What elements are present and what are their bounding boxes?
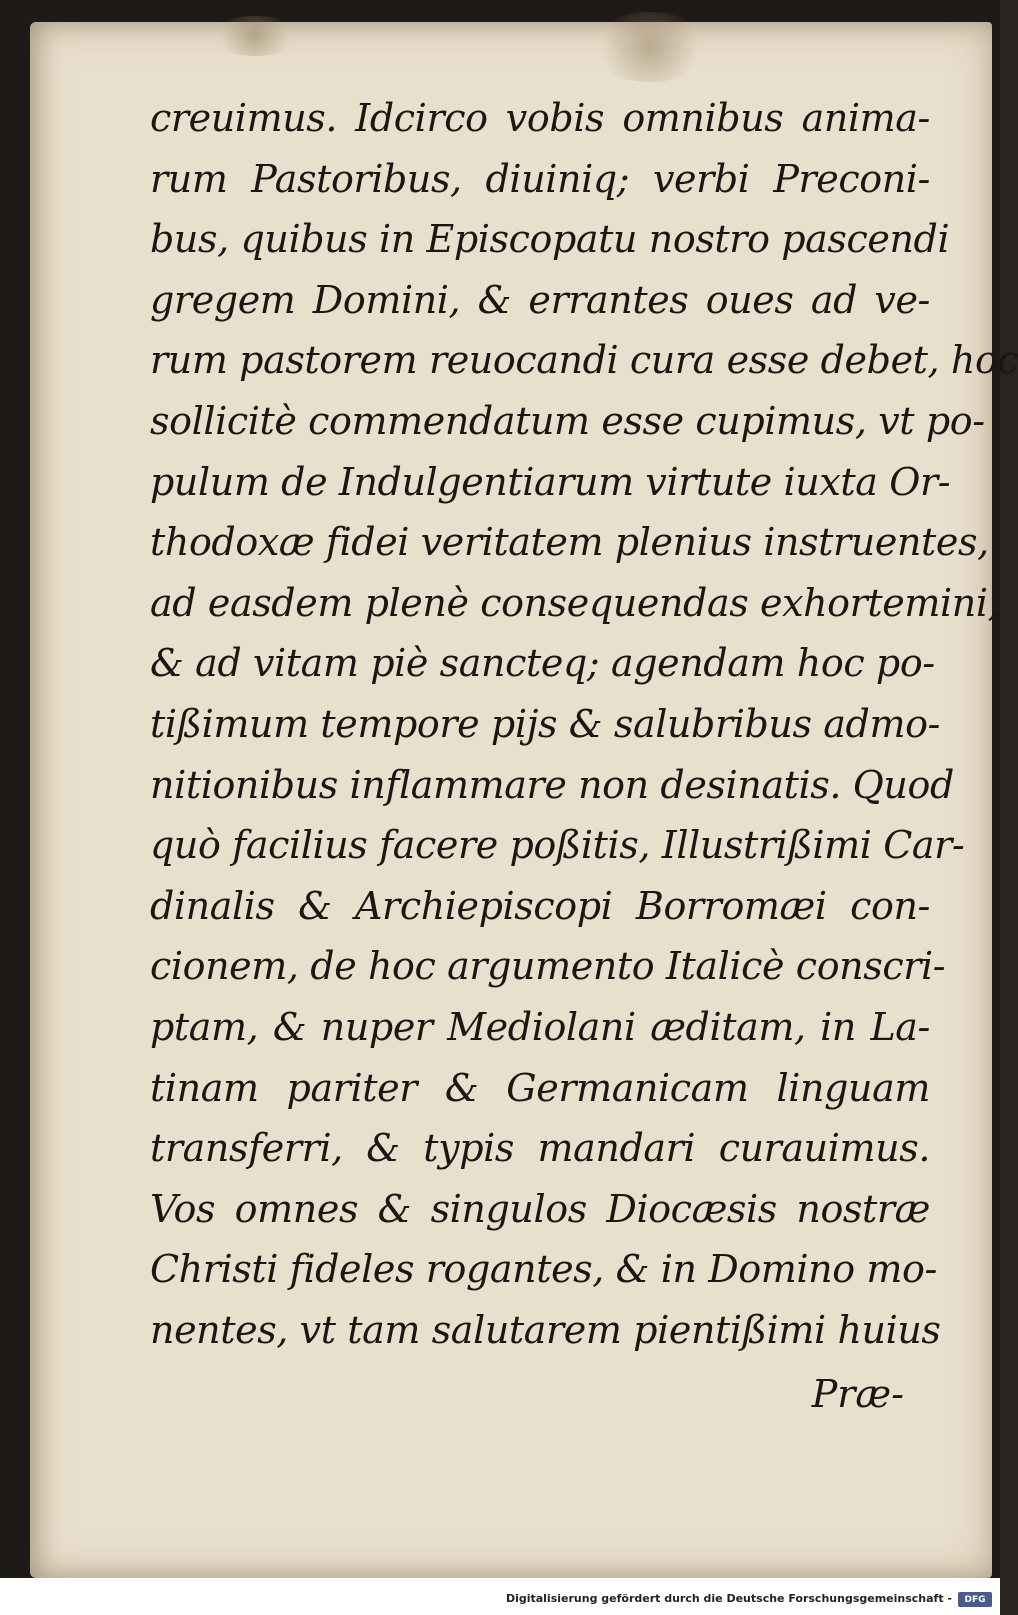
text-line: dinalis & Archiepiscopi Borromæi con- — [150, 883, 930, 928]
text-line: & ad vitam piè sancteq; agendam hoc po- — [150, 641, 935, 686]
text-line: pulum de Indulgentiarum virtute iuxta Or- — [150, 459, 951, 504]
text-line: rum Pastoribus, diuiniq; verbi Preconi- — [150, 156, 930, 201]
text-line: creuimus. Idcirco vobis omnibus anima- — [150, 96, 930, 140]
body-text — [150, 88, 1018, 1360]
dfg-logo-icon: DFG — [958, 1592, 992, 1607]
text-line: gregem Domini, & errantes oues ad ve- — [150, 277, 930, 322]
text-line: Vos omnes & singulos Diocæsis nostræ — [150, 1186, 930, 1231]
text-line: ad easdem plenè consequendas exhortemini, — [150, 580, 1000, 625]
text-line: nentes, vt tam salutarem pientißimi huius — [150, 1307, 941, 1352]
text-line: cionem, de hoc argumento Italicè conscri- — [150, 944, 946, 989]
text-line: thodoxæ fidei veritatem plenius instruentes, — [150, 520, 989, 565]
text-line: sollicitè commendatum esse cupimus, vt po- — [150, 398, 985, 443]
text-line: tißimum tempore pijs & salubribus admo- — [150, 701, 940, 746]
catchword: Præ- — [811, 1372, 904, 1416]
text-line: bus, quibus in Episcopatu nostro pascendi — [150, 217, 950, 262]
digitization-credit: Digitalisierung gefördert durch die Deutsche Forschungsgemeinschaft - — [505, 1592, 952, 1605]
footer-bar — [0, 1578, 1000, 1615]
text-line: rum pastorem reuocandi cura esse debet, hoc — [150, 338, 1018, 383]
page-stain — [590, 12, 710, 82]
text-line: nitionibus inflammare non desinatis. Quod — [150, 762, 954, 807]
text-line: transferri, & typis mandari curauimus. — [150, 1126, 930, 1171]
page-stain — [210, 16, 300, 56]
text-line: ptam, & nuper Mediolani æditam, in La- — [150, 1004, 930, 1049]
text-line: Christi fideles rogantes, & in Domino mo- — [150, 1247, 937, 1292]
text-line: quò facilius facere poßitis, Illustrißimi Car- — [150, 823, 965, 868]
text-line: tinam pariter & Germanicam linguam — [150, 1065, 930, 1110]
